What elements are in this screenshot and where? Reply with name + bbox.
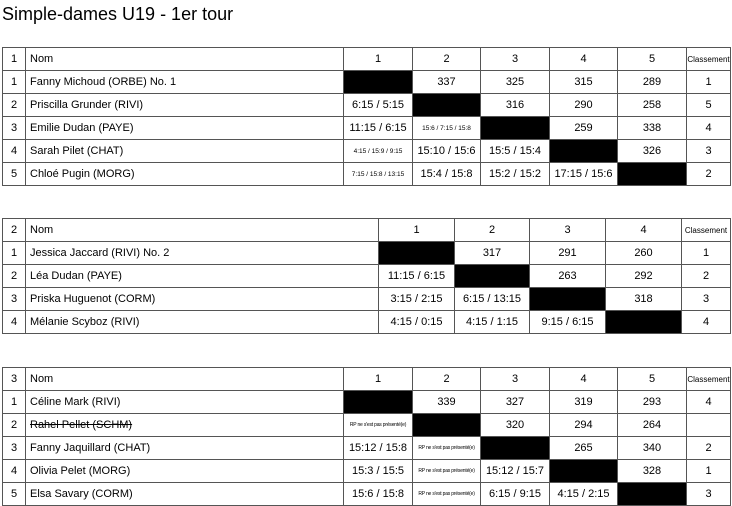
ranking-cell: 1 bbox=[687, 460, 731, 483]
self-match-cell bbox=[455, 265, 530, 288]
row-index: 5 bbox=[3, 483, 26, 506]
player-name: Emilie Dudan (PAYE) bbox=[26, 117, 344, 140]
row-index: 3 bbox=[3, 117, 26, 140]
match-cell: 326 bbox=[618, 140, 687, 163]
row-index: 4 bbox=[3, 140, 26, 163]
row-index: 1 bbox=[3, 242, 26, 265]
table-row bbox=[3, 288, 731, 311]
withdrawn-name: Rahel Pellet (SCHM) bbox=[30, 419, 133, 431]
row-index: 3 bbox=[3, 437, 26, 460]
group-number: 3 bbox=[3, 368, 26, 391]
match-cell: 317 bbox=[455, 242, 530, 265]
player-name: Mélanie Scyboz (RIVI) bbox=[26, 311, 379, 334]
match-cell: 258 bbox=[618, 94, 687, 117]
column-header: 2 bbox=[455, 219, 530, 242]
ranking-cell: 2 bbox=[682, 265, 731, 288]
self-match-cell bbox=[550, 460, 618, 483]
match-cell: 318 bbox=[606, 288, 682, 311]
match-cell: 6:15 / 5:15 bbox=[344, 94, 413, 117]
ranking-cell: 3 bbox=[682, 288, 731, 311]
table-row bbox=[3, 242, 731, 265]
self-match-cell bbox=[413, 414, 481, 437]
match-cell: 7:15 / 15:8 / 13:15 bbox=[344, 163, 413, 186]
group-number: 1 bbox=[3, 48, 26, 71]
table-row bbox=[3, 94, 731, 117]
self-match-cell bbox=[344, 71, 413, 94]
match-cell: 4:15 / 0:15 bbox=[379, 311, 455, 334]
match-cell: 15:12 / 15:8 bbox=[344, 437, 413, 460]
player-name: Chloé Pugin (MORG) bbox=[26, 163, 344, 186]
column-header: 2 bbox=[413, 368, 481, 391]
column-header-ranking: Classement bbox=[682, 219, 731, 242]
player-name: Fanny Michoud (ORBE) No. 1 bbox=[26, 71, 344, 94]
table-row bbox=[3, 483, 731, 506]
match-cell: 292 bbox=[606, 265, 682, 288]
match-cell: 15:12 / 15:7 bbox=[481, 460, 550, 483]
table-row bbox=[3, 71, 731, 94]
ranking-cell: 3 bbox=[687, 483, 731, 506]
walkover-cell: RP ne s'est pas présenté(e) bbox=[413, 437, 481, 460]
walkover-cell: RP ne s'est pas présenté(e) bbox=[344, 414, 413, 437]
row-index: 1 bbox=[3, 391, 26, 414]
self-match-cell bbox=[618, 483, 687, 506]
player-name: Sarah Pilet (CHAT) bbox=[26, 140, 344, 163]
match-cell: 15:5 / 15:4 bbox=[481, 140, 550, 163]
ranking-cell: 2 bbox=[687, 163, 731, 186]
match-cell: 3:15 / 2:15 bbox=[379, 288, 455, 311]
table-row bbox=[3, 311, 731, 334]
column-header-ranking: Classement bbox=[687, 368, 731, 391]
group-number: 2 bbox=[3, 219, 26, 242]
match-cell: 315 bbox=[550, 71, 618, 94]
walkover-cell: RP ne s'est pas présenté(e) bbox=[413, 460, 481, 483]
match-cell: 319 bbox=[550, 391, 618, 414]
match-cell: 4:15 / 15:9 / 9:15 bbox=[344, 140, 413, 163]
match-cell: 15:10 / 15:6 bbox=[413, 140, 481, 163]
row-index: 4 bbox=[3, 311, 26, 334]
match-cell: 15:2 / 15:2 bbox=[481, 163, 550, 186]
match-cell: 337 bbox=[413, 71, 481, 94]
row-index: 2 bbox=[3, 265, 26, 288]
self-match-cell bbox=[481, 437, 550, 460]
match-cell: 4:15 / 1:15 bbox=[455, 311, 530, 334]
group-3-table bbox=[2, 367, 731, 506]
match-cell: 11:15 / 6:15 bbox=[344, 117, 413, 140]
row-index: 4 bbox=[3, 460, 26, 483]
player-name-withdrawn bbox=[26, 414, 344, 437]
player-name: Priska Huguenot (CORM) bbox=[26, 288, 379, 311]
match-cell: 289 bbox=[618, 71, 687, 94]
player-name: Céline Mark (RIVI) bbox=[26, 391, 344, 414]
match-cell: 294 bbox=[550, 414, 618, 437]
ranking-cell: 1 bbox=[687, 71, 731, 94]
match-cell: 320 bbox=[481, 414, 550, 437]
match-cell: 328 bbox=[618, 460, 687, 483]
column-header: 4 bbox=[550, 48, 618, 71]
column-header: 5 bbox=[618, 368, 687, 391]
match-cell: 265 bbox=[550, 437, 618, 460]
ranking-cell: 5 bbox=[687, 94, 731, 117]
group-1-table bbox=[2, 47, 731, 186]
ranking-cell: 4 bbox=[687, 117, 731, 140]
match-cell: 260 bbox=[606, 242, 682, 265]
row-index: 3 bbox=[3, 288, 26, 311]
table-row bbox=[3, 117, 731, 140]
self-match-cell bbox=[550, 140, 618, 163]
match-cell: 15:6 / 15:8 bbox=[344, 483, 413, 506]
ranking-cell bbox=[687, 414, 731, 437]
match-cell: 338 bbox=[618, 117, 687, 140]
self-match-cell bbox=[413, 94, 481, 117]
player-name: Priscilla Grunder (RIVI) bbox=[26, 94, 344, 117]
column-header: 4 bbox=[550, 368, 618, 391]
column-header: 2 bbox=[413, 48, 481, 71]
match-cell: 6:15 / 9:15 bbox=[481, 483, 550, 506]
column-header: 5 bbox=[618, 48, 687, 71]
match-cell: 316 bbox=[481, 94, 550, 117]
column-header: 1 bbox=[344, 48, 413, 71]
player-name: Léa Dudan (PAYE) bbox=[26, 265, 379, 288]
column-header-ranking: Classement bbox=[687, 48, 731, 71]
ranking-cell: 4 bbox=[682, 311, 731, 334]
self-match-cell bbox=[530, 288, 606, 311]
table-row bbox=[3, 391, 731, 414]
column-header-name: Nom bbox=[26, 48, 344, 71]
column-header: 4 bbox=[606, 219, 682, 242]
column-header: 3 bbox=[481, 368, 550, 391]
ranking-cell: 2 bbox=[687, 437, 731, 460]
self-match-cell bbox=[379, 242, 455, 265]
table-header-row bbox=[3, 368, 731, 391]
match-cell: 15:4 / 15:8 bbox=[413, 163, 481, 186]
match-cell: 264 bbox=[618, 414, 687, 437]
match-cell: 293 bbox=[618, 391, 687, 414]
table-row bbox=[3, 163, 731, 186]
match-cell: 325 bbox=[481, 71, 550, 94]
group-2-table bbox=[2, 218, 731, 334]
column-header-name: Nom bbox=[26, 219, 379, 242]
column-header: 3 bbox=[481, 48, 550, 71]
player-name: Fanny Jaquillard (CHAT) bbox=[26, 437, 344, 460]
table-row bbox=[3, 460, 731, 483]
self-match-cell bbox=[344, 391, 413, 414]
player-name: Olivia Pelet (MORG) bbox=[26, 460, 344, 483]
match-cell: 340 bbox=[618, 437, 687, 460]
match-cell: 339 bbox=[413, 391, 481, 414]
self-match-cell bbox=[606, 311, 682, 334]
column-header: 3 bbox=[530, 219, 606, 242]
match-cell: 11:15 / 6:15 bbox=[379, 265, 455, 288]
match-cell: 15:6 / 7:15 / 15:8 bbox=[413, 117, 481, 140]
match-cell: 15:3 / 15:5 bbox=[344, 460, 413, 483]
match-cell: 259 bbox=[550, 117, 618, 140]
walkover-cell: RP ne s'est pas présenté(e) bbox=[413, 483, 481, 506]
self-match-cell bbox=[618, 163, 687, 186]
ranking-cell: 3 bbox=[687, 140, 731, 163]
row-index: 2 bbox=[3, 94, 26, 117]
match-cell: 327 bbox=[481, 391, 550, 414]
row-index: 1 bbox=[3, 71, 26, 94]
match-cell: 6:15 / 13:15 bbox=[455, 288, 530, 311]
column-header: 1 bbox=[379, 219, 455, 242]
row-index: 2 bbox=[3, 414, 26, 437]
match-cell: 263 bbox=[530, 265, 606, 288]
match-cell: 17:15 / 15:6 bbox=[550, 163, 618, 186]
row-index: 5 bbox=[3, 163, 26, 186]
table-row bbox=[3, 265, 731, 288]
column-header: 1 bbox=[344, 368, 413, 391]
column-header-name: Nom bbox=[26, 368, 344, 391]
table-header-row bbox=[3, 219, 731, 242]
match-cell: 291 bbox=[530, 242, 606, 265]
ranking-cell: 4 bbox=[687, 391, 731, 414]
match-cell: 290 bbox=[550, 94, 618, 117]
player-name: Jessica Jaccard (RIVI) No. 2 bbox=[26, 242, 379, 265]
table-header-row bbox=[3, 48, 731, 71]
page-title: Simple-dames U19 - 1er tour bbox=[2, 4, 234, 24]
player-name: Elsa Savary (CORM) bbox=[26, 483, 344, 506]
self-match-cell bbox=[481, 117, 550, 140]
match-cell: 9:15 / 6:15 bbox=[530, 311, 606, 334]
table-row bbox=[3, 140, 731, 163]
match-cell: 4:15 / 2:15 bbox=[550, 483, 618, 506]
table-row bbox=[3, 437, 731, 460]
table-row bbox=[3, 414, 731, 437]
ranking-cell: 1 bbox=[682, 242, 731, 265]
